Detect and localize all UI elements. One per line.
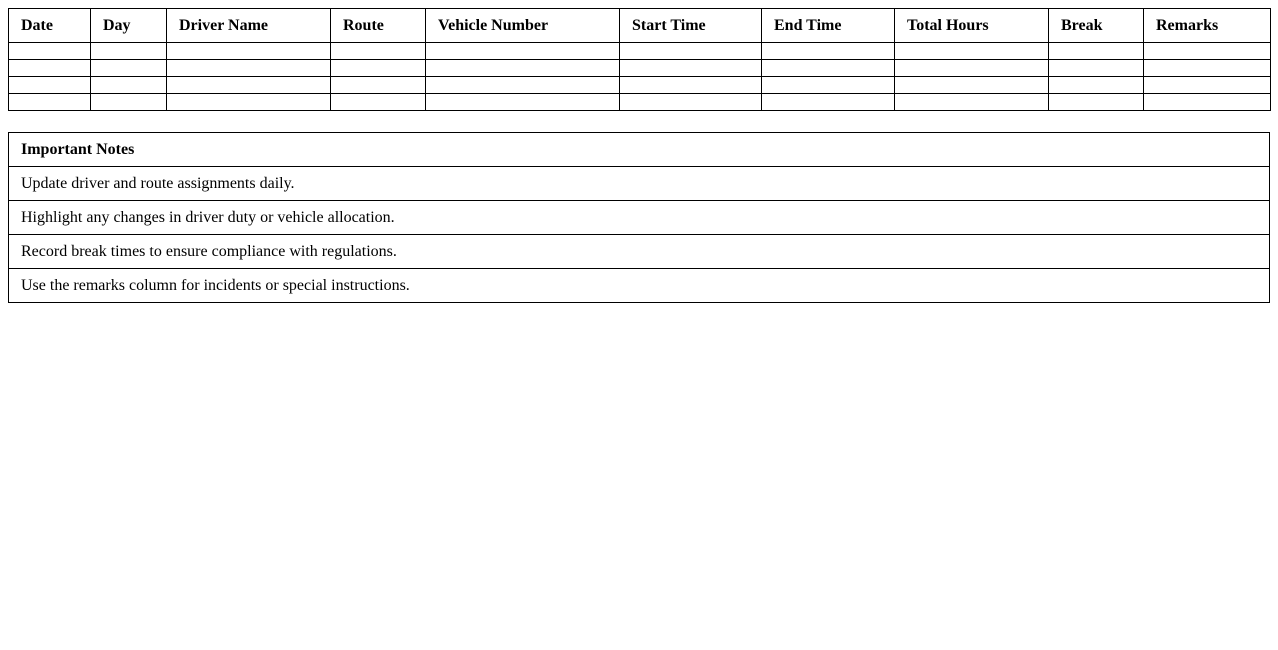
- column-header-end-time: End Time: [762, 9, 895, 43]
- table-cell[interactable]: [620, 94, 762, 111]
- table-cell[interactable]: [91, 94, 167, 111]
- table-cell[interactable]: [331, 77, 426, 94]
- table-cell[interactable]: [895, 43, 1049, 60]
- table-cell[interactable]: [426, 94, 620, 111]
- table-cell[interactable]: [167, 77, 331, 94]
- table-cell[interactable]: [426, 43, 620, 60]
- note-row: [9, 167, 1270, 201]
- table-row: [9, 94, 1271, 111]
- table-cell[interactable]: [9, 77, 91, 94]
- table-row: [9, 60, 1271, 77]
- column-header-remarks: Remarks: [1144, 9, 1271, 43]
- table-cell[interactable]: [1144, 43, 1271, 60]
- note-row: [9, 201, 1270, 235]
- notes-heading: Important Notes: [9, 133, 1270, 167]
- table-cell[interactable]: [9, 43, 91, 60]
- table-cell[interactable]: [620, 43, 762, 60]
- table-cell[interactable]: [167, 94, 331, 111]
- table-cell[interactable]: [331, 94, 426, 111]
- note-row: [9, 269, 1270, 303]
- table-cell[interactable]: [426, 60, 620, 77]
- column-header-break: Break: [1049, 9, 1144, 43]
- table-cell[interactable]: [167, 43, 331, 60]
- table-row: [9, 43, 1271, 60]
- table-cell[interactable]: [426, 77, 620, 94]
- note-item: Use the remarks column for incidents or special instructions.: [9, 269, 1270, 303]
- column-header-driver-name: Driver Name: [167, 9, 331, 43]
- table-cell[interactable]: [91, 60, 167, 77]
- table-cell[interactable]: [9, 60, 91, 77]
- table-cell[interactable]: [1144, 77, 1271, 94]
- table-cell[interactable]: [1049, 60, 1144, 77]
- table-cell[interactable]: [620, 77, 762, 94]
- table-cell[interactable]: [895, 60, 1049, 77]
- column-header-total-hours: Total Hours: [895, 9, 1049, 43]
- table-cell[interactable]: [762, 94, 895, 111]
- note-item: Record break times to ensure compliance with regulations.: [9, 235, 1270, 269]
- table-cell[interactable]: [1049, 94, 1144, 111]
- column-header-route: Route: [331, 9, 426, 43]
- table-cell[interactable]: [762, 60, 895, 77]
- table-cell[interactable]: [1049, 43, 1144, 60]
- table-cell[interactable]: [620, 60, 762, 77]
- table-cell[interactable]: [91, 43, 167, 60]
- note-row: [9, 235, 1270, 269]
- column-header-date: Date: [9, 9, 91, 43]
- table-cell[interactable]: [331, 43, 426, 60]
- column-header-start-time: Start Time: [620, 9, 762, 43]
- column-header-day: Day: [91, 9, 167, 43]
- table-cell[interactable]: [762, 43, 895, 60]
- table-cell[interactable]: [895, 77, 1049, 94]
- table-cell[interactable]: [1049, 77, 1144, 94]
- table-cell[interactable]: [167, 60, 331, 77]
- table-cell[interactable]: [762, 77, 895, 94]
- note-item: Update driver and route assignments daily.: [9, 167, 1270, 201]
- schedule-body: [9, 43, 1271, 111]
- notes-heading-row: [9, 133, 1270, 167]
- table-header-row: [9, 9, 1271, 43]
- driver-schedule-table: [8, 8, 1271, 111]
- table-cell[interactable]: [91, 77, 167, 94]
- table-cell[interactable]: [895, 94, 1049, 111]
- table-cell[interactable]: [331, 60, 426, 77]
- table-cell[interactable]: [1144, 94, 1271, 111]
- important-notes-table: [8, 132, 1270, 303]
- table-row: [9, 77, 1271, 94]
- column-header-vehicle-number: Vehicle Number: [426, 9, 620, 43]
- table-cell[interactable]: [9, 94, 91, 111]
- table-cell[interactable]: [1144, 60, 1271, 77]
- note-item: Highlight any changes in driver duty or vehicle allocation.: [9, 201, 1270, 235]
